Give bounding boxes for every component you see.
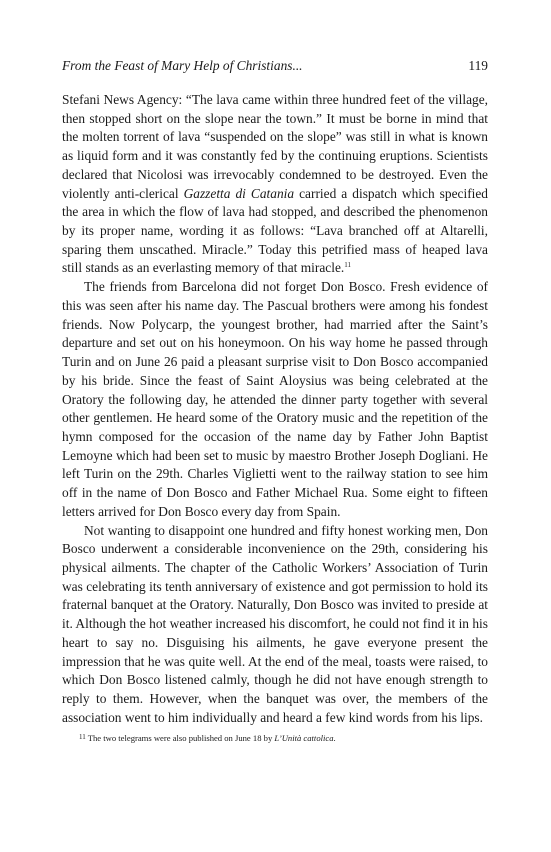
- footnote-end: .: [333, 733, 336, 743]
- footnote-text: The two telegrams were also published on June 18 by: [87, 733, 275, 743]
- page-number: 119: [468, 58, 488, 73]
- paragraph-1-part-1: Stefani News Agency: “The lava came within three hundred feet of the village, then stopped short on the slope near the town.” It must be borne in mind that the molten torrent of lava “suspended on the slope” was still in what is known as liquid form and it was constantly fed by the continuing eruptions. Scientists declared that Nicolosi was irrevocably condemned to be destroyed. Even the violently anti-clerical: [62, 92, 488, 201]
- footnote: [79, 731, 488, 744]
- paragraph-1-part-2: carried a dispatch which specified the area in which the flow of lava had stopped, and described the phenomenon by its proper name, wording it as follows: “Lava branched off at Altarelli, sparing them unscathed. Miracle.” Today this petrified mass of heaped lava still stands as an everlasting memory of that miracle.: [62, 185, 489, 276]
- running-head: [62, 56, 488, 76]
- paragraph-2: The friends from Barcelona did not forget Don Bosco. Fresh evidence of this was seen after his name day. The Pascual brothers were among his fondest friends. Now Polycarp, the youngest brother, had married after the Saint’s departure and set out on his honeymoon. On his way home he passed through Turin and on June 26 paid a pleasant surprise visit to Don Bosco accompanied by his bride. Since the feast of Saint Aloysius was being celebrated at the Oratory the following day, he attended the dinner party together with several other gentlemen. He heard some of the Oratory music and the repetition of the hymn composed for the occasion of the name day by Father John Baptist Lemoyne which had been set to music by maestro Brother Joseph Dogliani. He left Turin on the 29th. Charles Viglietti went to the railway station to see him off in the name of Don Bosco and Father Michael Rua. Some eight to fifteen letters arrived for Don Bosco every day from Spain.: [62, 279, 488, 519]
- body-text: [62, 91, 488, 727]
- footnote-source: L’Unità cattolica: [274, 733, 334, 743]
- footnote-reference: 11: [344, 261, 351, 270]
- footnote-number: 11: [79, 733, 86, 741]
- paragraph-1: [62, 91, 488, 278]
- newspaper-title: Gazzetta di Catania: [183, 185, 295, 201]
- paragraph-3: Not wanting to disappoint one hundred and fifty honest working men, Don Bosco underwent a considerable inconvenience on the 29th, considering his physical ailments. The chapter of the Catholic Workers’ Association of Turin was celebrating its tenth anniversary of existence and got permission to hold its fraternal banquet at the Oratory. Naturally, Don Bosco was invited to preside at it. Although the hot weather increased his discomfort, he could not find it in his heart to say no. Disguising his ailments, he gave everyone present the impression that he was quite well. At the end of the meal, toasts were raised, to which Don Bosco listened calmly, though he did not have enough strength to reply to them. However, when the banquet was over, the members of the association went to him individually and heard a few kind words from his lips.: [62, 522, 488, 725]
- running-title: From the Feast of Mary Help of Christians...: [62, 58, 303, 73]
